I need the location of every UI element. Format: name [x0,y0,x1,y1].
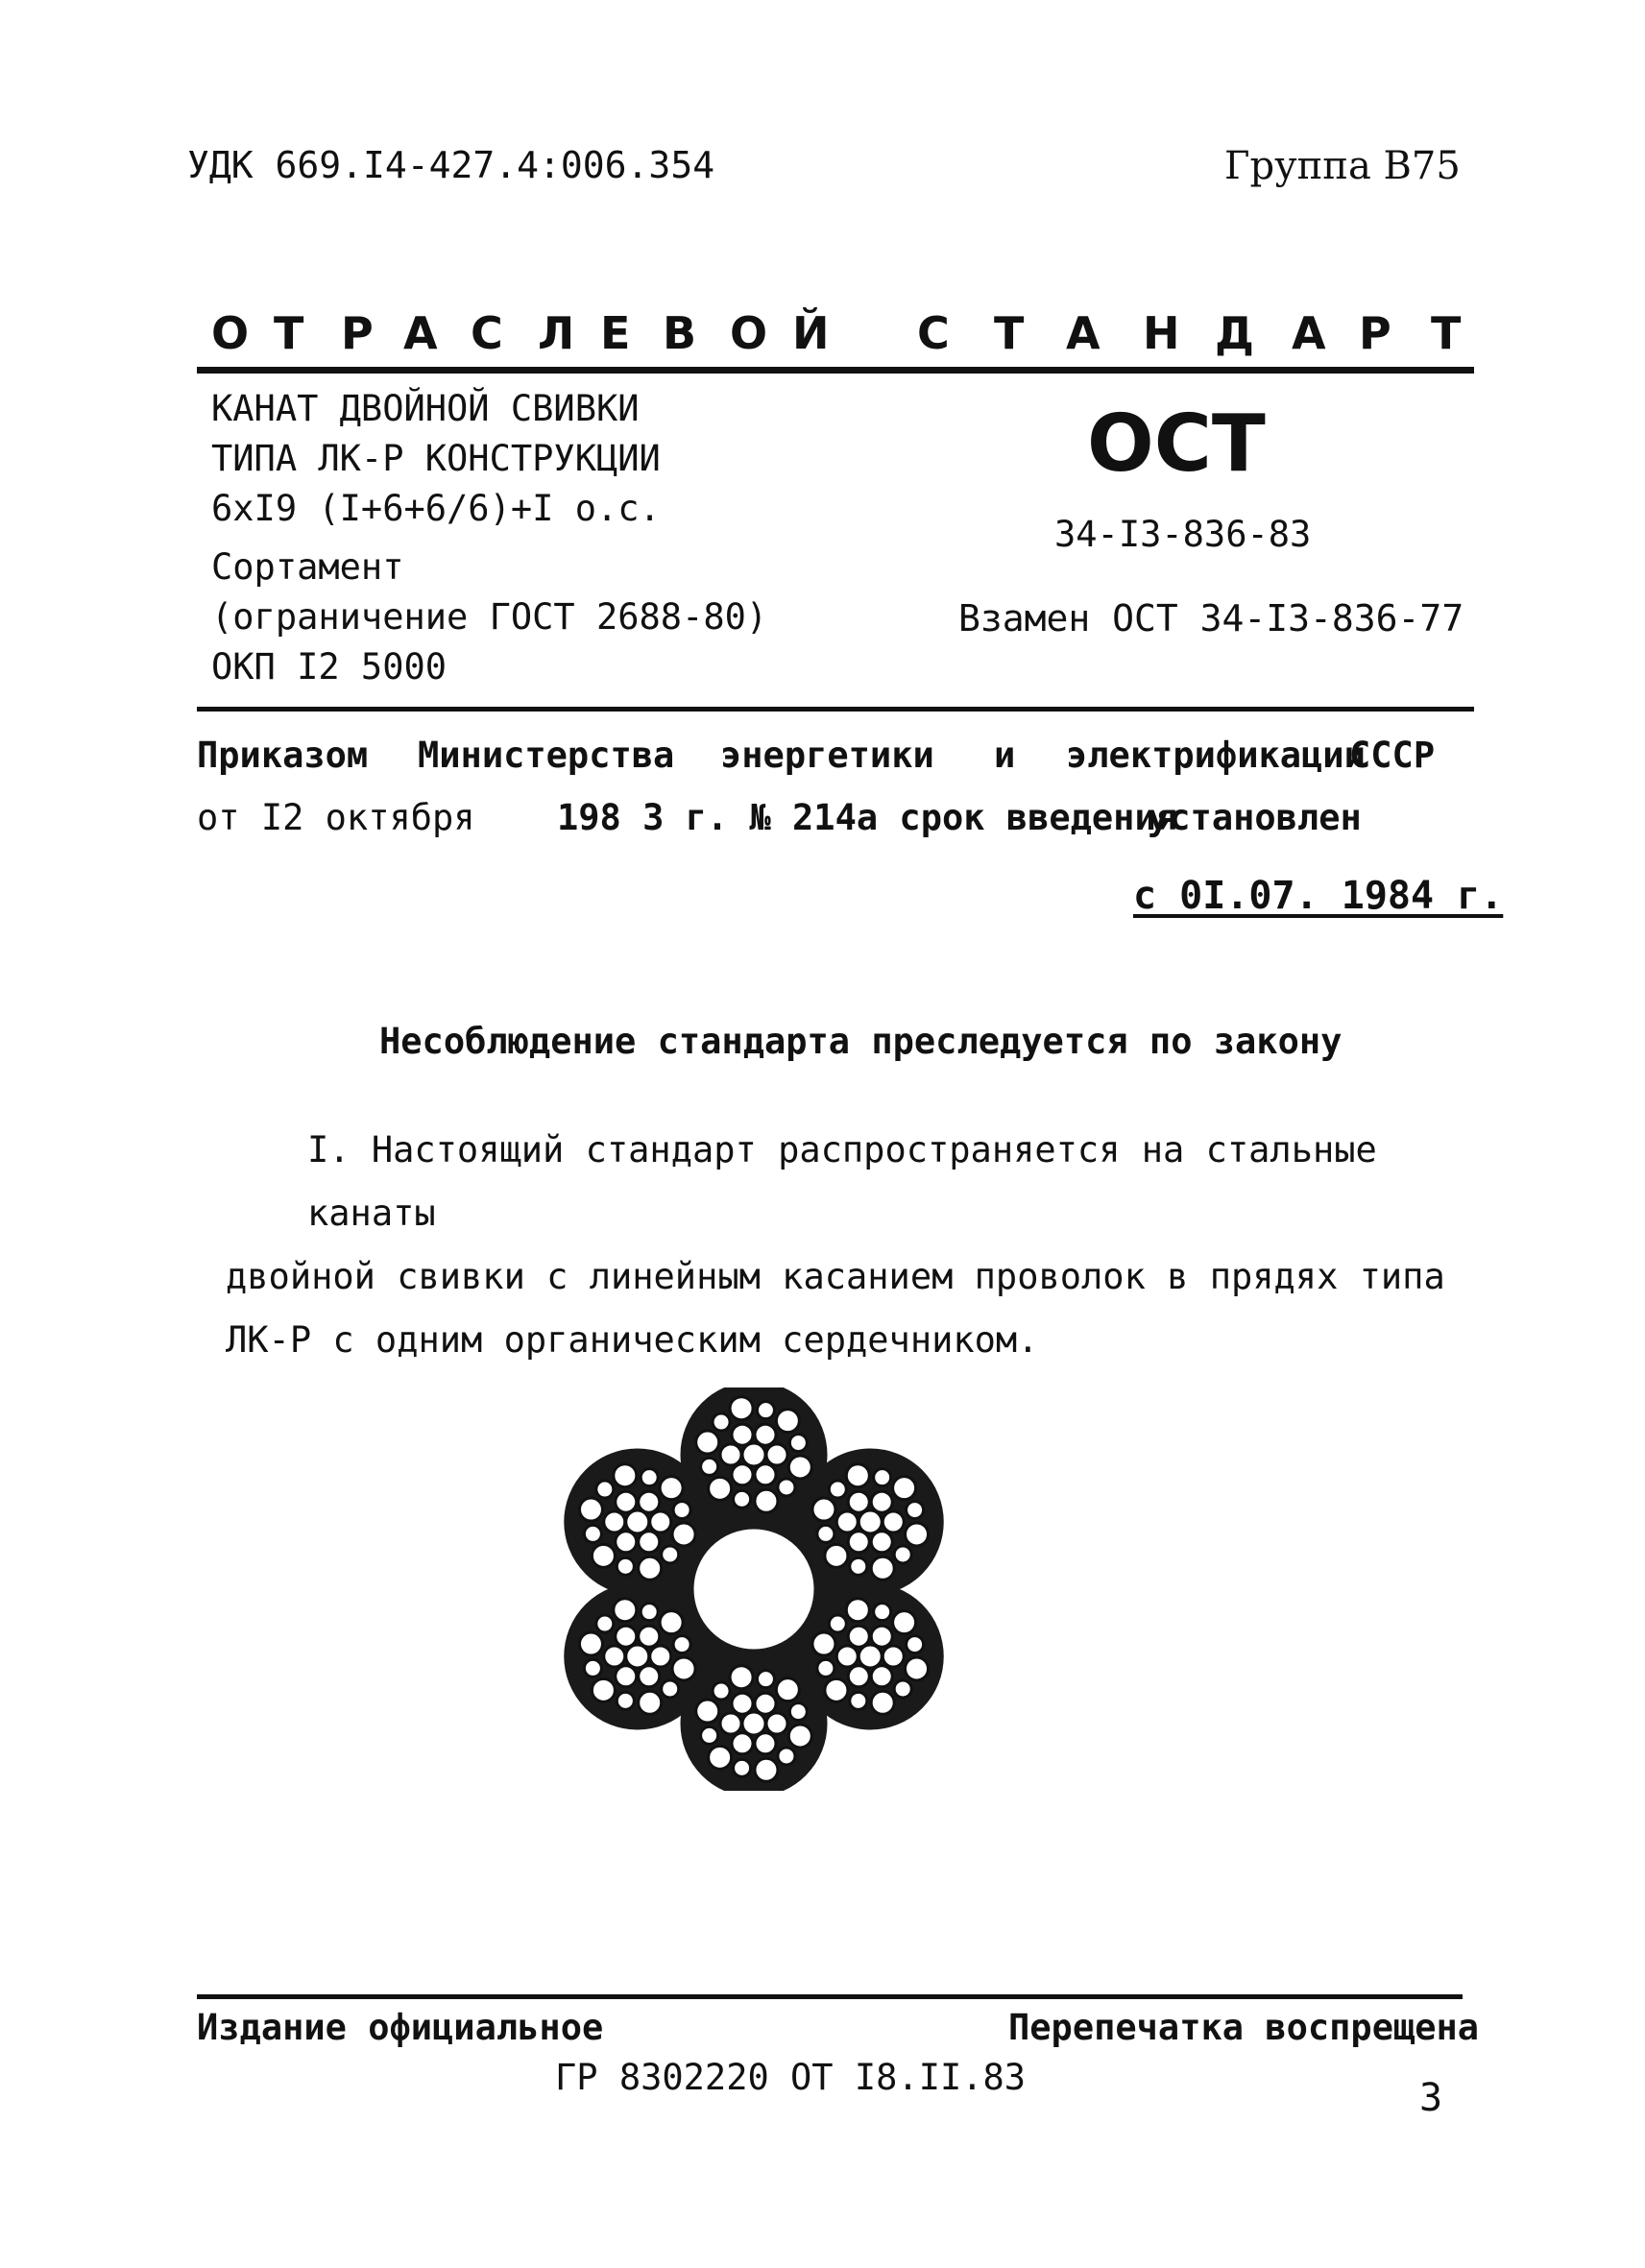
wire [616,1666,637,1687]
scope-paragraph [226,1119,1474,1372]
wire [639,1626,660,1647]
rope-cross-section-diagram [543,1387,965,1791]
banner-letter: А [1292,307,1326,359]
assortment-line: ОКП I2 5000 [211,646,448,688]
wire [825,1544,848,1567]
wire [650,1646,671,1667]
wire [701,1458,718,1475]
legal-warning: Несоблюдение стандарта преследуется по закону [379,1021,1343,1062]
wire [871,1626,892,1647]
wire [789,1703,807,1721]
wire [817,1659,835,1677]
wire [592,1678,615,1701]
wire [660,1477,683,1500]
wire [673,1636,690,1653]
wire [732,1464,753,1485]
udk-code: УДК 669.I4-427.4:006.354 [187,144,715,186]
wire [755,1464,776,1485]
order-word: установлен [1148,797,1362,838]
organic-core [694,1530,813,1649]
title-line: ТИПА ЛК-Р КОНСТРУКЦИИ [211,438,661,479]
standard-banner [197,307,1474,365]
wire [859,1645,882,1668]
wire [626,1645,649,1668]
wire [778,1748,795,1765]
wire [720,1713,741,1734]
wire [893,1611,916,1634]
replaces-standard: Взамен ОСТ 34-I3-836-77 [958,597,1464,639]
order-word: и [994,735,1016,776]
ost-abbreviation: ОСТ [1087,398,1266,490]
wire [848,1666,869,1687]
wire [730,1397,753,1420]
banner-letter: С [917,307,950,359]
banner-letter: О [211,307,250,359]
wire [732,1424,753,1445]
wire [604,1511,625,1532]
wire [757,1671,774,1688]
rope-title [211,384,661,534]
order-word: Приказом [197,735,369,776]
banner-letter: Н [1143,307,1180,359]
wire [871,1666,892,1687]
wire [776,1678,799,1701]
wire [616,1532,637,1553]
wire [596,1615,614,1632]
wire [639,1691,662,1714]
banner-letter: Й [792,307,830,359]
wire [778,1479,795,1496]
wire [755,1424,776,1445]
wire [883,1646,904,1667]
wire [874,1604,891,1621]
wire [639,1491,660,1512]
reprint-prohibited-label: Перепечатка воспрещена [1008,2007,1480,2048]
wire [660,1611,683,1634]
wire [617,1557,634,1575]
wire [883,1511,904,1532]
banner-letter: Д [1215,307,1254,359]
wire [871,1532,892,1553]
registration-number: ГР 8302220 ОТ I8.II.83 [555,2057,1027,2098]
paragraph-line: I. Настоящий стандарт распространяется на стальные канаты [307,1129,1377,1234]
wire [734,1759,751,1776]
paragraph-line: двойной свивки с линейным касанием проволок в прядях типа [226,1256,1445,1297]
wire [584,1659,601,1677]
wire [742,1443,765,1466]
wire [812,1498,835,1521]
wire [850,1557,867,1575]
wire [871,1556,894,1580]
banner-letter: Р [1359,307,1391,359]
wire [709,1477,732,1500]
wire [846,1599,869,1622]
banner-letter: В [663,307,697,359]
wire [907,1502,924,1519]
wire [730,1666,753,1689]
banner-letter: Р [341,307,374,359]
wire [696,1431,719,1454]
banner-letter: С [471,307,503,359]
wire [734,1490,751,1508]
order-word: электрификации [1066,735,1366,776]
wire [859,1510,882,1533]
wire [874,1469,891,1486]
wire [672,1657,695,1680]
wire [850,1692,867,1709]
wire [604,1646,625,1667]
wire [907,1636,924,1653]
wire [848,1626,869,1647]
wire [906,1523,929,1546]
wire [742,1712,765,1735]
wire [641,1469,658,1486]
wire [673,1502,690,1519]
wire [650,1511,671,1532]
wire [709,1746,732,1769]
wire [757,1402,774,1419]
wire [893,1477,916,1500]
wire [641,1604,658,1621]
wire [617,1692,634,1709]
banner-letter: Т [994,307,1025,359]
official-edition-label: Издание официальное [197,2007,604,2048]
wire [592,1544,615,1567]
wire [871,1691,894,1714]
wire [766,1444,787,1465]
assortment-block [211,543,767,692]
wire [894,1680,911,1698]
wire [846,1464,869,1487]
order-word: от I2 октября [197,797,475,838]
wire [584,1525,601,1542]
banner-letter: А [403,307,438,359]
order-word: СССР [1349,735,1436,776]
banner-letter: А [1066,307,1101,359]
wire [829,1481,846,1498]
order-word: энергетики [720,735,934,776]
title-line: КАНАТ ДВОЙНОЙ СВИВКИ [211,388,640,429]
wire [732,1693,753,1714]
assortment-line: Сортамент [211,546,404,588]
wire [755,1489,778,1512]
footer-rule [197,1994,1463,1999]
wire [614,1464,637,1487]
section-rule [197,707,1474,712]
wire [755,1733,776,1754]
banner-letter: Т [274,307,304,359]
wire [596,1481,614,1498]
wire [836,1646,858,1667]
wire [776,1410,799,1433]
ost-number: 34-I3-836-83 [1054,514,1312,555]
wire [732,1733,753,1754]
title-line: 6хI9 (I+6+6/6)+I о.с. [211,488,661,529]
order-word: Министерства [418,735,675,776]
wire [626,1510,649,1533]
wire [848,1491,869,1512]
wire [579,1498,602,1521]
wire [829,1615,846,1632]
wire [789,1435,807,1452]
wire [616,1626,637,1647]
wire [713,1682,730,1700]
wire [662,1680,679,1698]
wire [639,1556,662,1580]
wire [894,1546,911,1563]
wire [836,1511,858,1532]
banner-letter: Т [1431,307,1462,359]
wire [639,1532,660,1553]
banner-letter: Л [538,307,575,359]
wire [639,1666,660,1687]
wire [696,1700,719,1723]
wire [788,1725,811,1748]
order-word: 198 3 г. № 214а срок введения [557,797,1178,838]
page-number: 3 [1419,2076,1443,2120]
wire [701,1726,718,1744]
wire [755,1758,778,1781]
wire [906,1657,929,1680]
wire [616,1491,637,1512]
assortment-line: (ограничение ГОСТ 2688-80) [211,596,768,638]
wire [579,1632,602,1655]
wire [848,1532,869,1553]
effective-date: с 0I.07. 1984 г. [1133,874,1504,918]
group-code: Группа В75 [1224,144,1461,188]
banner-letter: Е [600,307,631,359]
wire [755,1693,776,1714]
wire [614,1599,637,1622]
wire [720,1444,741,1465]
wire [788,1456,811,1479]
wire [766,1713,787,1734]
wire [812,1632,835,1655]
header-rule [197,367,1474,374]
wire [672,1523,695,1546]
wire [871,1491,892,1512]
paragraph-line: ЛК-Р с одним органическим сердечником. [226,1319,1039,1361]
banner-letter: О [730,307,768,359]
wire [662,1546,679,1563]
wire [825,1678,848,1701]
wire [817,1525,835,1542]
wire [713,1413,730,1431]
